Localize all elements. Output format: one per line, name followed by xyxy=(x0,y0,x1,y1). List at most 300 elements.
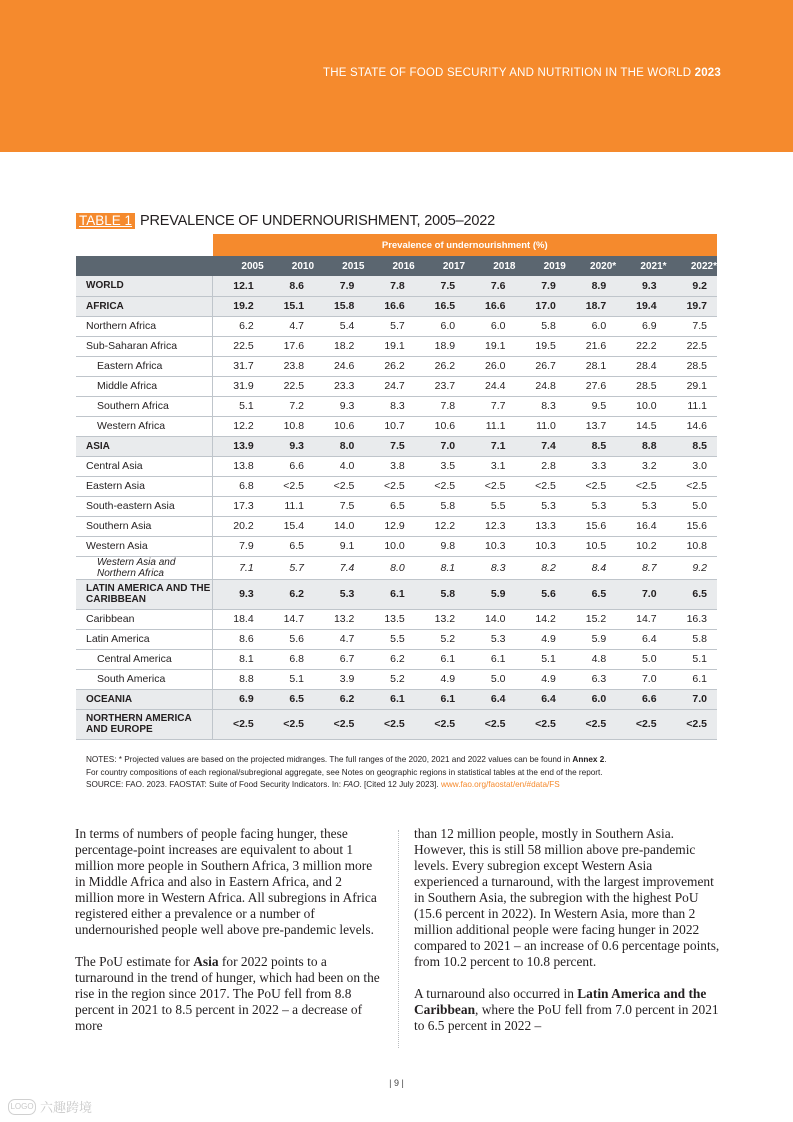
table-row xyxy=(76,556,717,579)
pou-value-cell: 14.5 xyxy=(636,420,657,432)
pou-value-cell: 9.2 xyxy=(667,276,717,296)
table-group-header-row xyxy=(76,234,717,256)
pou-value-cell: <2.5 xyxy=(515,709,565,739)
pou-value-cell: 8.3 xyxy=(490,561,506,574)
region-name: Western Africa xyxy=(76,416,213,436)
pou-value-cell: 24.6 xyxy=(333,360,355,372)
paragraph-asia: The PoU estimate for Asia for 2022 points to a turnaround in the trend of hunger, which had been on the rise in the region since 2017. The PoU fell from 8.8 percent in 2021 to 8.5 percent in 2022 – a decrease of more xyxy=(75,954,380,1033)
pou-value-cell: 5.6 xyxy=(289,633,305,645)
region-name: Eastern Africa xyxy=(76,356,213,376)
year-header: 2015 xyxy=(314,256,364,276)
report-title: THE STATE OF FOOD SECURITY AND NUTRITION IN THE WORLD 2023 xyxy=(323,67,721,79)
pou-value-cell: 5.8 xyxy=(415,579,465,609)
pou-value-cell: 6.8 xyxy=(239,480,254,492)
pou-value-cell: 26.2 xyxy=(384,360,405,372)
pou-value-cell: 31.7 xyxy=(233,360,254,372)
pou-value-cell: 10.6 xyxy=(434,420,456,432)
pou-value-cell: 10.2 xyxy=(636,540,657,552)
year-header: 2021* xyxy=(616,256,666,276)
pou-value-cell: 7.8 xyxy=(440,400,456,412)
region-name: ASIA xyxy=(76,436,213,456)
watermark xyxy=(8,1097,92,1116)
pou-value-cell: 11.1 xyxy=(485,420,506,432)
pou-value-cell: 7.5 xyxy=(692,320,707,332)
pou-value-cell: 7.2 xyxy=(289,400,305,412)
pou-value-cell: 7.9 xyxy=(314,276,364,296)
pou-value-cell: 3.2 xyxy=(641,460,657,472)
pou-value-cell: 6.9 xyxy=(213,689,264,709)
table-row xyxy=(76,536,717,556)
pou-value-cell: <2.5 xyxy=(585,480,607,492)
pou-value-cell: <2.5 xyxy=(415,709,465,739)
pou-value-cell: 7.9 xyxy=(239,540,254,552)
pou-value-cell: 6.2 xyxy=(264,579,314,609)
pou-value-cell: 5.3 xyxy=(541,500,556,512)
pou-value-cell: 9.3 xyxy=(264,436,314,456)
pou-value-cell: 5.0 xyxy=(490,673,506,685)
pou-value-cell: 13.2 xyxy=(333,613,355,625)
pou-value-cell: 18.2 xyxy=(333,340,355,352)
pou-value-cell: 8.6 xyxy=(239,633,254,645)
pou-value-cell: 24.7 xyxy=(384,380,405,392)
pou-value-cell: 10.8 xyxy=(283,420,305,432)
pou-value-cell: 6.1 xyxy=(490,653,506,665)
pou-value-cell: 11.1 xyxy=(687,400,707,412)
pou-value-cell: <2.5 xyxy=(364,709,414,739)
pou-value-cell: 29.1 xyxy=(686,380,707,392)
table-row xyxy=(76,689,717,709)
table-row xyxy=(76,336,717,356)
pou-value-cell: 6.0 xyxy=(440,320,456,332)
pou-value-cell: <2.5 xyxy=(686,480,707,492)
pou-value-cell: 10.3 xyxy=(535,540,556,552)
pou-value-cell: 6.2 xyxy=(390,653,405,665)
pou-value-cell: 26.7 xyxy=(535,360,556,372)
pou-value-cell: 8.0 xyxy=(390,561,405,574)
pou-value-cell: 6.5 xyxy=(264,689,314,709)
pou-value-cell: 28.5 xyxy=(686,360,707,372)
pou-value-cell: 4.9 xyxy=(541,633,556,645)
table-year-header-row xyxy=(76,256,717,276)
pou-value-cell: 17.3 xyxy=(233,500,254,512)
year-header: 2017 xyxy=(415,256,465,276)
pou-value-cell: <2.5 xyxy=(616,709,666,739)
pou-value-cell: 6.5 xyxy=(667,579,717,609)
pou-value-cell: 13.8 xyxy=(233,460,254,472)
pou-value-cell: 21.6 xyxy=(585,340,607,352)
region-name: Middle Africa xyxy=(76,376,213,396)
pou-value-cell: 8.5 xyxy=(667,436,717,456)
pou-value-cell: 8.0 xyxy=(314,436,364,456)
pou-value-cell: 5.7 xyxy=(390,320,405,332)
pou-value-cell: 10.8 xyxy=(686,540,707,552)
pou-value-cell: 15.8 xyxy=(314,296,364,316)
table-body xyxy=(76,276,717,739)
pou-value-cell: 10.6 xyxy=(333,420,355,432)
pou-value-cell: 7.0 xyxy=(641,673,657,685)
pou-value-cell: 5.3 xyxy=(641,500,657,512)
pou-value-cell: 7.0 xyxy=(616,579,666,609)
pou-value-cell: 5.5 xyxy=(390,633,405,645)
pou-value-cell: 23.3 xyxy=(333,380,355,392)
pou-value-cell: 10.7 xyxy=(384,420,405,432)
pou-value-cell: 31.9 xyxy=(233,380,254,392)
pou-value-cell: 4.7 xyxy=(289,320,305,332)
pou-value-cell: 8.6 xyxy=(264,276,314,296)
pou-value-cell: 6.1 xyxy=(364,579,414,609)
source-link[interactable]: www.fao.org/faostat/en/#data/FS xyxy=(440,780,560,789)
pou-value-cell: 8.1 xyxy=(440,561,456,574)
pou-value-cell: 19.1 xyxy=(485,340,506,352)
pou-value-cell: 12.3 xyxy=(485,520,506,532)
table-row xyxy=(76,436,717,456)
pou-value-cell: 3.5 xyxy=(440,460,456,472)
pou-value-cell: 3.0 xyxy=(692,460,707,472)
pou-value-cell: 9.5 xyxy=(591,400,607,412)
pou-value-cell: 15.6 xyxy=(686,520,707,532)
pou-value-cell: 6.5 xyxy=(289,540,305,552)
pou-value-cell: 8.8 xyxy=(616,436,666,456)
year-header: 2010 xyxy=(264,256,314,276)
table-row xyxy=(76,516,717,536)
pou-value-cell: 22.2 xyxy=(636,340,657,352)
region-name: NORTHERN AMERICA AND EUROPE xyxy=(76,709,213,739)
table-row xyxy=(76,396,717,416)
pou-value-cell: 5.1 xyxy=(239,400,254,412)
pou-value-cell: 7.1 xyxy=(465,436,515,456)
pou-value-cell: 14.7 xyxy=(283,613,305,625)
region-name: WORLD xyxy=(76,276,213,296)
pou-value-cell: 24.8 xyxy=(535,380,556,392)
table-row xyxy=(76,609,717,629)
year-header: 2018 xyxy=(465,256,515,276)
region-name: AFRICA xyxy=(76,296,213,316)
pou-value-cell: 19.1 xyxy=(384,340,405,352)
pou-value-cell: 6.8 xyxy=(289,653,305,665)
region-name: Eastern Asia xyxy=(76,476,213,496)
pou-value-cell: 16.5 xyxy=(415,296,465,316)
pou-value-cell: 16.6 xyxy=(465,296,515,316)
pou-value-cell: 12.9 xyxy=(384,520,405,532)
pou-value-cell: <2.5 xyxy=(264,709,314,739)
pou-value-cell: 6.4 xyxy=(641,633,657,645)
pou-value-cell: 24.4 xyxy=(485,380,506,392)
pou-value-cell: 7.5 xyxy=(339,500,355,512)
pou-value-cell: 6.4 xyxy=(515,689,565,709)
pou-value-cell: 6.5 xyxy=(390,500,405,512)
pou-value-cell: 26.2 xyxy=(434,360,456,372)
pou-value-cell: 16.4 xyxy=(636,520,657,532)
watermark-text: 六趣跨境 xyxy=(40,1100,93,1115)
table-corner-cell xyxy=(76,234,213,256)
pou-value-cell: 9.3 xyxy=(616,276,666,296)
pou-value-cell: 28.1 xyxy=(585,360,607,372)
pou-value-cell: <2.5 xyxy=(333,480,355,492)
pou-value-cell: 8.5 xyxy=(566,436,616,456)
pou-value-cell: 19.2 xyxy=(213,296,264,316)
table-row xyxy=(76,629,717,649)
pou-value-cell: 7.6 xyxy=(465,276,515,296)
pou-value-cell: 6.2 xyxy=(239,320,254,332)
pou-value-cell: 7.0 xyxy=(667,689,717,709)
pou-value-cell: 22.5 xyxy=(686,340,707,352)
pou-value-cell: 19.4 xyxy=(616,296,666,316)
pou-value-cell: 2.8 xyxy=(541,460,556,472)
pou-value-cell: 6.1 xyxy=(440,653,456,665)
pou-value-cell: 6.6 xyxy=(616,689,666,709)
pou-value-cell: 12.2 xyxy=(434,520,456,532)
region-name: Caribbean xyxy=(76,609,213,629)
pou-value-cell: 14.7 xyxy=(636,613,657,625)
table-row xyxy=(76,649,717,669)
pou-value-cell: 3.3 xyxy=(591,460,607,472)
pou-value-cell: 15.2 xyxy=(585,613,607,625)
table-title: PREVALENCE OF UNDERNOURISHMENT, 2005–2022 xyxy=(140,213,495,229)
pou-value-cell: 9.8 xyxy=(440,540,456,552)
pou-value-cell: <2.5 xyxy=(283,480,305,492)
pou-value-cell: 6.1 xyxy=(415,689,465,709)
pou-value-cell: 4.9 xyxy=(440,673,456,685)
pou-value-cell: <2.5 xyxy=(667,709,717,739)
pou-value-cell: 10.5 xyxy=(585,540,607,552)
body-column-left xyxy=(75,826,381,1050)
pou-value-cell: 6.0 xyxy=(490,320,506,332)
table-row xyxy=(76,476,717,496)
pou-value-cell: 26.0 xyxy=(485,360,506,372)
pou-value-cell: 8.4 xyxy=(591,561,607,574)
pou-value-cell: <2.5 xyxy=(635,480,657,492)
pou-value-cell: 5.3 xyxy=(314,579,364,609)
year-header: 2022* xyxy=(667,256,717,276)
pou-value-cell: 5.8 xyxy=(692,633,707,645)
table-row xyxy=(76,456,717,476)
pou-value-cell: 19.5 xyxy=(535,340,556,352)
region-name: LATIN AMERICA AND THE CARIBBEAN xyxy=(76,579,213,609)
pou-value-cell: 6.3 xyxy=(591,673,607,685)
group-header: Prevalence of undernourishment (%) xyxy=(213,234,718,256)
pou-value-cell: 20.2 xyxy=(233,520,254,532)
pou-value-cell: 6.9 xyxy=(641,320,657,332)
table-row xyxy=(76,316,717,336)
pou-value-cell: 6.5 xyxy=(566,579,616,609)
pou-value-cell: <2.5 xyxy=(465,709,515,739)
pou-value-cell: 18.4 xyxy=(233,613,254,625)
pou-value-cell: 5.0 xyxy=(692,500,707,512)
pou-value-cell: 6.4 xyxy=(465,689,515,709)
pou-value-cell: 8.1 xyxy=(239,653,254,665)
table-row xyxy=(76,276,717,296)
pou-value-cell: <2.5 xyxy=(314,709,364,739)
region-name: Western Asia and Northern Africa xyxy=(76,556,213,579)
pou-value-cell: 8.3 xyxy=(541,400,556,412)
table-row xyxy=(76,496,717,516)
table-row xyxy=(76,296,717,316)
pou-value-cell: 13.3 xyxy=(535,520,556,532)
pou-value-cell: 4.0 xyxy=(339,460,355,472)
pou-value-cell: 7.1 xyxy=(239,561,254,574)
pou-value-cell: 27.6 xyxy=(585,380,607,392)
region-name: South America xyxy=(76,669,213,689)
table-row xyxy=(76,669,717,689)
pou-value-cell: 5.5 xyxy=(490,500,506,512)
pou-value-cell: 5.7 xyxy=(289,561,305,574)
notes-line-2: For country compositions of each regional/subregional aggregate, see Notes on geographic regions in statistical tables at the end of the report. xyxy=(86,767,603,777)
pou-value-cell: 9.1 xyxy=(339,540,355,552)
pou-value-cell: <2.5 xyxy=(434,480,456,492)
pou-value-cell: 8.9 xyxy=(566,276,616,296)
pou-value-cell: 23.8 xyxy=(283,360,305,372)
year-header: 2019 xyxy=(515,256,565,276)
pou-value-cell: 6.1 xyxy=(364,689,414,709)
column-divider xyxy=(398,830,399,1048)
pou-value-cell: 6.0 xyxy=(566,689,616,709)
pou-value-cell: 12.1 xyxy=(213,276,264,296)
pou-value-cell: 8.3 xyxy=(390,400,405,412)
table-row xyxy=(76,709,717,739)
pou-value-cell: 28.4 xyxy=(636,360,657,372)
pou-value-cell: 6.2 xyxy=(314,689,364,709)
pou-value-cell: 17.6 xyxy=(283,340,305,352)
watermark-logo-icon: LOGO xyxy=(8,1099,36,1115)
pou-value-cell: 4.9 xyxy=(541,673,556,685)
region-name: Northern Africa xyxy=(76,316,213,336)
region-name: Sub-Saharan Africa xyxy=(76,336,213,356)
table-row xyxy=(76,376,717,396)
pou-value-cell: 5.3 xyxy=(591,500,607,512)
pou-value-cell: 14.0 xyxy=(485,613,506,625)
pou-value-cell: 9.3 xyxy=(213,579,264,609)
pou-value-cell: 13.7 xyxy=(585,420,607,432)
pou-value-cell: 7.5 xyxy=(415,276,465,296)
pou-value-cell: 5.9 xyxy=(591,633,607,645)
pou-value-cell: 5.8 xyxy=(440,500,456,512)
pou-value-cell: 18.7 xyxy=(566,296,616,316)
pou-value-cell: 4.7 xyxy=(339,633,355,645)
pou-value-cell: 5.1 xyxy=(692,653,707,665)
year-header-blank xyxy=(76,256,213,276)
pou-table xyxy=(76,234,717,740)
pou-value-cell: 13.5 xyxy=(384,613,405,625)
pou-value-cell: 5.8 xyxy=(541,320,556,332)
body-column-right xyxy=(414,826,720,1050)
region-name: Southern Africa xyxy=(76,396,213,416)
pou-value-cell: 10.0 xyxy=(636,400,657,412)
pou-value-cell: 14.2 xyxy=(535,613,556,625)
pou-value-cell: <2.5 xyxy=(535,480,556,492)
pou-value-cell: 28.5 xyxy=(636,380,657,392)
pou-value-cell: 5.1 xyxy=(541,653,556,665)
pou-value-cell: 9.3 xyxy=(339,400,355,412)
year-header: 2005 xyxy=(213,256,264,276)
year-header: 2016 xyxy=(364,256,414,276)
pou-value-cell: 10.3 xyxy=(485,540,506,552)
pou-value-cell: 11.0 xyxy=(536,420,556,432)
pou-value-cell: 13.9 xyxy=(213,436,264,456)
paragraph-asia-cont: than 12 million people, mostly in Southern Asia. However, this is still 58 million above pre-pandemic levels. Every subregion except Western Asia experienced a turnaround, with the largest improvement in Southern Asia, the subregion with the highest PoU (15.6 percent in 2022). In Western Asia, more than 2 million additional people were facing hunger in 2022 compared to 2021 – an increase of 0.6 percentage points, from 10.2 percent to 10.8 percent. xyxy=(414,826,720,969)
pou-value-cell: 14.0 xyxy=(333,520,355,532)
notes-source: SOURCE: FAO. 2023. FAOSTAT: Suite of Food Security Indicators. In: FAO. [Cited 12 July 2023]. www.fao.org/faostat/en/#data/FS xyxy=(86,780,560,789)
pou-value-cell: 15.4 xyxy=(283,520,305,532)
table-row xyxy=(76,579,717,609)
pou-value-cell: 5.2 xyxy=(440,633,456,645)
pou-value-cell: 6.0 xyxy=(591,320,607,332)
pou-value-cell: 6.6 xyxy=(289,460,305,472)
pou-value-cell: 18.9 xyxy=(434,340,456,352)
table-row xyxy=(76,356,717,376)
region-name: Central Asia xyxy=(76,456,213,476)
pou-value-cell: 9.2 xyxy=(692,561,707,574)
pou-value-cell: 7.5 xyxy=(364,436,414,456)
pou-value-cell: 7.0 xyxy=(415,436,465,456)
pou-value-cell: 6.7 xyxy=(339,653,355,665)
region-name: Southern Asia xyxy=(76,516,213,536)
table-notes xyxy=(86,754,726,792)
pou-value-cell: 3.9 xyxy=(339,673,355,685)
pou-value-cell: 8.7 xyxy=(641,561,657,574)
page-number: | 9 | xyxy=(389,1078,404,1088)
pou-value-cell: 17.0 xyxy=(515,296,565,316)
pou-value-cell: 4.8 xyxy=(591,653,607,665)
pou-value-cell: 22.5 xyxy=(233,340,254,352)
pou-value-cell: 7.4 xyxy=(339,561,355,574)
region-name: Western Asia xyxy=(76,536,213,556)
pou-value-cell: 15.6 xyxy=(585,520,607,532)
pou-value-cell: 16.6 xyxy=(364,296,414,316)
pou-value-cell: 3.1 xyxy=(490,460,506,472)
pou-value-cell: <2.5 xyxy=(566,709,616,739)
pou-value-cell: 5.0 xyxy=(641,653,657,665)
region-name: Central America xyxy=(76,649,213,669)
pou-value-cell: 8.2 xyxy=(541,561,556,574)
region-name: South-eastern Asia xyxy=(76,496,213,516)
pou-value-cell: 6.1 xyxy=(692,673,707,685)
pou-value-cell: 19.7 xyxy=(667,296,717,316)
pou-value-cell: 5.4 xyxy=(339,320,355,332)
pou-value-cell: 8.8 xyxy=(239,673,254,685)
pou-value-cell: 15.1 xyxy=(264,296,314,316)
pou-value-cell: 13.2 xyxy=(434,613,456,625)
pou-value-cell: 3.8 xyxy=(390,460,405,472)
pou-value-cell: 14.6 xyxy=(686,420,707,432)
pou-value-cell: 5.1 xyxy=(289,673,305,685)
pou-value-cell: 7.9 xyxy=(515,276,565,296)
pou-value-cell: 22.5 xyxy=(283,380,305,392)
header-banner xyxy=(0,0,793,152)
pou-value-cell: 12.2 xyxy=(233,420,254,432)
pou-value-cell: <2.5 xyxy=(384,480,405,492)
pou-value-cell: 5.9 xyxy=(465,579,515,609)
table-row xyxy=(76,416,717,436)
paragraph-africa: In terms of numbers of people facing hunger, these percentage-point increases are equivalent to about 1 million more people in Southern Africa, 3 million more in Middle Africa and also in Eastern Africa, and 2 million more in Western Africa. All subregions in Africa registered either a prevalence or a number of undernourished people well above pre-pandemic levels. xyxy=(75,826,377,937)
pou-value-cell: 7.7 xyxy=(490,400,506,412)
year-header: 2020* xyxy=(566,256,616,276)
pou-value-cell: 5.3 xyxy=(490,633,506,645)
region-name: OCEANIA xyxy=(76,689,213,709)
pou-value-cell: <2.5 xyxy=(213,709,264,739)
pou-value-cell: 5.6 xyxy=(515,579,565,609)
table-caption xyxy=(76,213,495,229)
paragraph-latin-america: A turnaround also occurred in Latin America and the Caribbean, where the PoU fell from 7.0 percent in 2021 to 6.5 percent in 2022 – xyxy=(414,986,719,1033)
notes-line-1: NOTES: * Projected values are based on the projected midranges. The full ranges of the 2020, 2021 and 2022 values can be found in Annex 2. xyxy=(86,755,607,764)
pou-value-cell: 7.4 xyxy=(515,436,565,456)
pou-value-cell: 10.0 xyxy=(384,540,405,552)
table-tag: TABLE 1 xyxy=(76,213,135,229)
pou-value-cell: 16.3 xyxy=(686,613,707,625)
pou-value-cell: 11.1 xyxy=(284,500,305,512)
pou-value-cell: <2.5 xyxy=(484,480,506,492)
pou-value-cell: 5.2 xyxy=(390,673,405,685)
pou-value-cell: 7.8 xyxy=(364,276,414,296)
